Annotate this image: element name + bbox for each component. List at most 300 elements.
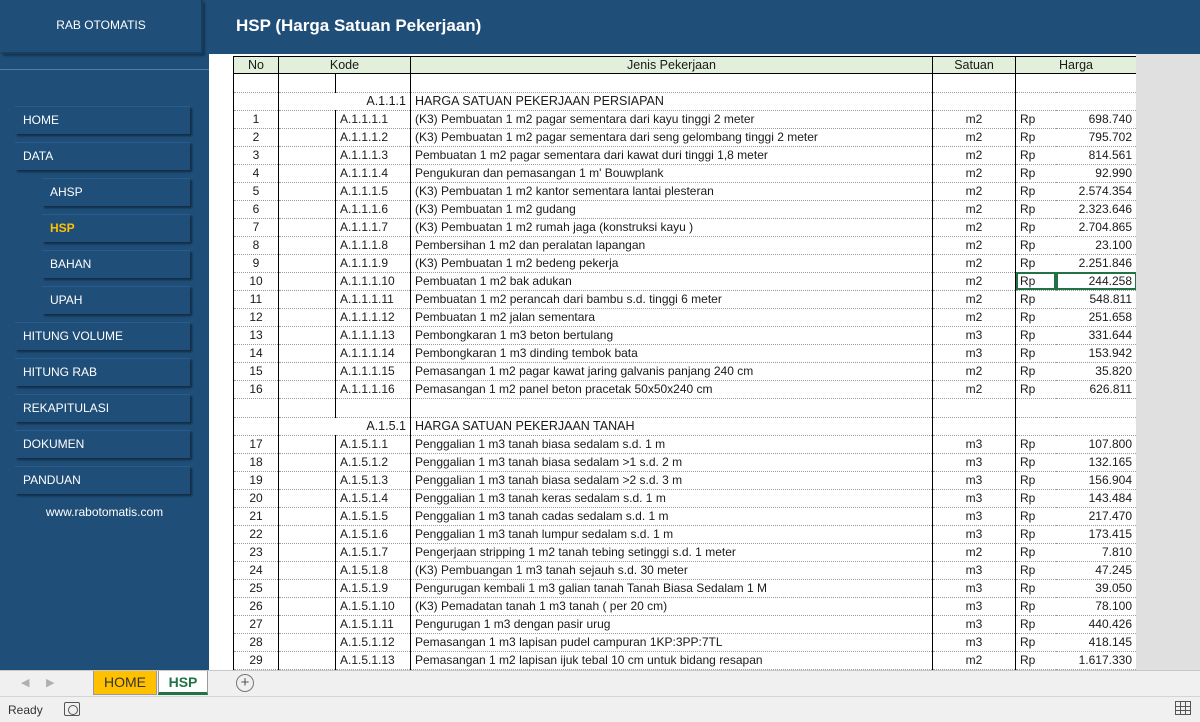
- row-unit[interactable]: m2: [933, 200, 1016, 218]
- row-code[interactable]: A.1.1.1.7: [336, 218, 411, 236]
- row-number[interactable]: 29: [234, 651, 279, 669]
- row-code[interactable]: A.1.5.1.2: [336, 453, 411, 471]
- row-currency[interactable]: Rp: [1016, 236, 1056, 254]
- row-price[interactable]: 795.702: [1056, 128, 1137, 146]
- row-code[interactable]: A.1.1.1.11: [336, 290, 411, 308]
- nav-bahan-button[interactable]: BAHAN: [42, 250, 190, 278]
- row-number[interactable]: 18: [234, 453, 279, 471]
- status-bar: [0, 696, 1200, 722]
- row-number[interactable]: 11: [234, 290, 279, 308]
- row-code[interactable]: A.1.1.1.13: [336, 326, 411, 344]
- row-description[interactable]: (K3) Pemadatan tanah 1 m3 tanah ( per 20 cm): [411, 597, 933, 615]
- table-row: [234, 579, 1137, 597]
- row-unit[interactable]: m2: [933, 128, 1016, 146]
- row-description[interactable]: Pembuatan 1 m2 perancah dari bambu s.d. tinggi 6 meter: [411, 290, 933, 308]
- empty-cell[interactable]: [279, 326, 336, 344]
- row-unit[interactable]: m2: [933, 218, 1016, 236]
- row-code[interactable]: A.1.1.1.6: [336, 200, 411, 218]
- empty-cell[interactable]: [933, 73, 1016, 92]
- row-code[interactable]: A.1.5.1.12: [336, 633, 411, 651]
- row-currency[interactable]: Rp: [1016, 164, 1056, 182]
- row-number[interactable]: 9: [234, 254, 279, 272]
- row-currency[interactable]: Rp: [1016, 471, 1056, 489]
- row-code[interactable]: A.1.1.1.14: [336, 344, 411, 362]
- table-row: [234, 525, 1137, 543]
- empty-cell[interactable]: [279, 272, 336, 290]
- empty-cell[interactable]: [279, 308, 336, 326]
- page-title: HSP (Harga Satuan Pekerjaan): [236, 16, 482, 35]
- row-currency[interactable]: Rp: [1016, 200, 1056, 218]
- row-price[interactable]: 2.574.354: [1056, 182, 1137, 200]
- section-header-row: [234, 92, 1137, 110]
- row-description[interactable]: (K3) Pembuatan 1 m2 rumah jaga (konstruksi kayu ): [411, 218, 933, 236]
- row-description[interactable]: Pembuatan 1 m2 jalan sementara: [411, 308, 933, 326]
- row-code[interactable]: A.1.1.1.15: [336, 362, 411, 380]
- row-unit[interactable]: m2: [933, 290, 1016, 308]
- row-number[interactable]: 1: [234, 110, 279, 128]
- table-row: [234, 471, 1137, 489]
- page-header: [209, 0, 1200, 54]
- row-code[interactable]: A.1.1.1.3: [336, 146, 411, 164]
- row-description[interactable]: Pembersihan 1 m2 dan peralatan lapangan: [411, 236, 933, 254]
- row-price[interactable]: 440.426: [1056, 615, 1137, 633]
- row-code[interactable]: A.1.1.1.4: [336, 164, 411, 182]
- row-currency[interactable]: Rp: [1016, 110, 1056, 128]
- row-currency[interactable]: Rp: [1016, 615, 1056, 633]
- row-number[interactable]: 8: [234, 236, 279, 254]
- row-price[interactable]: 698.740: [1056, 110, 1137, 128]
- section-code[interactable]: A.1.5.1: [279, 417, 411, 435]
- row-currency[interactable]: Rp: [1016, 272, 1056, 290]
- row-description[interactable]: Pengurugan kembali 1 m3 galian tanah Tanah Biasa Sedalam 1 M: [411, 579, 933, 597]
- row-unit[interactable]: m3: [933, 597, 1016, 615]
- empty-cell[interactable]: [933, 398, 1016, 417]
- row-number[interactable]: 7: [234, 218, 279, 236]
- row-currency[interactable]: Rp: [1016, 344, 1056, 362]
- row-description[interactable]: (K3) Pembuangan 1 m3 tanah sejauh s.d. 30 meter: [411, 561, 933, 579]
- row-currency[interactable]: Rp: [1016, 182, 1056, 200]
- row-number[interactable]: 4: [234, 164, 279, 182]
- col-header-kode[interactable]: Kode: [279, 56, 411, 73]
- row-description[interactable]: Pembongkaran 1 m3 dinding tembok bata: [411, 344, 933, 362]
- row-price[interactable]: 626.811: [1056, 380, 1137, 398]
- row-number[interactable]: 15: [234, 362, 279, 380]
- row-number[interactable]: 26: [234, 597, 279, 615]
- empty-cell[interactable]: [279, 398, 336, 417]
- row-unit[interactable]: m3: [933, 579, 1016, 597]
- row-currency[interactable]: Rp: [1016, 525, 1056, 543]
- row-code[interactable]: A.1.5.1.9: [336, 579, 411, 597]
- row-currency[interactable]: Rp: [1016, 380, 1056, 398]
- empty-cell[interactable]: [1056, 417, 1137, 435]
- empty-cell[interactable]: [279, 128, 336, 146]
- row-price[interactable]: 156.904: [1056, 471, 1137, 489]
- row-unit[interactable]: m2: [933, 651, 1016, 669]
- sidebar-divider: [0, 69, 209, 70]
- row-number[interactable]: 25: [234, 579, 279, 597]
- row-price[interactable]: 78.100: [1056, 597, 1137, 615]
- empty-cell[interactable]: [279, 290, 336, 308]
- row-description[interactable]: Pengukuran dan pemasangan 1 m' Bouwplank: [411, 164, 933, 182]
- brand-logo[interactable]: RAB OTOMATIS: [1, 0, 203, 54]
- row-currency[interactable]: Rp: [1016, 435, 1056, 453]
- row-number[interactable]: 21: [234, 507, 279, 525]
- empty-cell[interactable]: [279, 218, 336, 236]
- row-price[interactable]: 132.165: [1056, 453, 1137, 471]
- empty-cell[interactable]: [336, 398, 411, 417]
- row-price[interactable]: 2.323.646: [1056, 200, 1137, 218]
- row-unit[interactable]: m3: [933, 435, 1016, 453]
- row-description[interactable]: Penggalian 1 m3 tanah biasa sedalam s.d. 1 m: [411, 435, 933, 453]
- row-description[interactable]: (K3) Pembuatan 1 m2 pagar sementara dari seng gelombang tinggi 2 meter: [411, 128, 933, 146]
- table-row: [234, 290, 1137, 308]
- tab-scroll-right-icon[interactable]: ▶: [46, 677, 55, 689]
- table-row: [234, 218, 1137, 236]
- empty-cell[interactable]: [234, 398, 279, 417]
- row-currency[interactable]: Rp: [1016, 362, 1056, 380]
- row-price[interactable]: 107.800: [1056, 435, 1137, 453]
- row-currency[interactable]: Rp: [1016, 579, 1056, 597]
- section-title[interactable]: HARGA SATUAN PEKERJAAN TANAH: [411, 417, 933, 435]
- accessibility-icon[interactable]: [64, 702, 80, 716]
- nav-panduan-button[interactable]: PANDUAN: [15, 466, 190, 494]
- empty-cell[interactable]: [1016, 92, 1056, 110]
- row-currency[interactable]: Rp: [1016, 597, 1056, 615]
- sheet-tab-hsp[interactable]: HSP: [158, 671, 208, 695]
- table-row: [234, 651, 1137, 669]
- col-header-satuan[interactable]: Satuan: [933, 56, 1016, 73]
- row-price[interactable]: 92.990: [1056, 164, 1137, 182]
- nav-ahsp-button[interactable]: AHSP: [42, 178, 190, 206]
- row-price[interactable]: 331.644: [1056, 326, 1137, 344]
- table-row: [234, 128, 1137, 146]
- row-code[interactable]: A.1.5.1.11: [336, 615, 411, 633]
- table-row: [234, 543, 1137, 561]
- row-number[interactable]: 2: [234, 128, 279, 146]
- row-code[interactable]: A.1.1.1.10: [336, 272, 411, 290]
- table-row: [234, 380, 1137, 398]
- row-number[interactable]: 27: [234, 615, 279, 633]
- row-unit[interactable]: m3: [933, 471, 1016, 489]
- row-number[interactable]: 16: [234, 380, 279, 398]
- row-description[interactable]: Pemasangan 1 m2 panel beton pracetak 50x50x240 cm: [411, 380, 933, 398]
- hsp-table: [233, 54, 1136, 670]
- row-code[interactable]: A.1.5.1.7: [336, 543, 411, 561]
- row-code[interactable]: A.1.5.1.13: [336, 651, 411, 669]
- blank-row: [234, 398, 1137, 417]
- empty-cell[interactable]: [279, 236, 336, 254]
- empty-cell[interactable]: [411, 73, 933, 92]
- website-link[interactable]: www.rabotomatis.com: [45, 505, 164, 519]
- table-row: [234, 236, 1137, 254]
- row-description[interactable]: Pembongkaran 1 m3 beton bertulang: [411, 326, 933, 344]
- row-number[interactable]: 5: [234, 182, 279, 200]
- empty-cell[interactable]: [279, 633, 336, 651]
- row-price[interactable]: 173.415: [1056, 525, 1137, 543]
- table-row: [234, 110, 1137, 128]
- row-currency[interactable]: Rp: [1016, 290, 1056, 308]
- table-row: [234, 489, 1137, 507]
- row-unit[interactable]: m3: [933, 453, 1016, 471]
- empty-cell[interactable]: [279, 146, 336, 164]
- sheet-right-area: [1136, 54, 1200, 670]
- row-number[interactable]: 12: [234, 308, 279, 326]
- row-unit[interactable]: m3: [933, 525, 1016, 543]
- row-description[interactable]: Pemasangan 1 m2 pagar kawat jaring galvanis panjang 240 cm: [411, 362, 933, 380]
- row-unit[interactable]: m2: [933, 146, 1016, 164]
- table-row: [234, 200, 1137, 218]
- empty-cell[interactable]: [1056, 398, 1137, 417]
- row-unit[interactable]: m2: [933, 164, 1016, 182]
- table-body: [234, 73, 1137, 669]
- col-header-no[interactable]: No: [234, 56, 279, 73]
- empty-cell[interactable]: [279, 362, 336, 380]
- row-code[interactable]: A.1.5.1.6: [336, 525, 411, 543]
- empty-cell[interactable]: [279, 651, 336, 669]
- empty-cell[interactable]: [279, 615, 336, 633]
- row-code[interactable]: A.1.1.1.1: [336, 110, 411, 128]
- table-row: [234, 362, 1137, 380]
- empty-cell[interactable]: [279, 471, 336, 489]
- row-number[interactable]: 28: [234, 633, 279, 651]
- empty-cell[interactable]: [411, 398, 933, 417]
- row-number[interactable]: 20: [234, 489, 279, 507]
- col-header-jenis[interactable]: Jenis Pekerjaan: [411, 56, 933, 73]
- row-unit[interactable]: m3: [933, 615, 1016, 633]
- row-description[interactable]: Pengerjaan stripping 1 m2 tanah tebing setinggi s.d. 1 meter: [411, 543, 933, 561]
- row-code[interactable]: A.1.5.1.4: [336, 489, 411, 507]
- table-row: [234, 435, 1137, 453]
- nav-hitung-rab-button[interactable]: HITUNG RAB: [15, 358, 190, 386]
- row-price[interactable]: 217.470: [1056, 507, 1137, 525]
- section-header-row: [234, 417, 1137, 435]
- row-description[interactable]: Pembuatan 1 m2 bak adukan: [411, 272, 933, 290]
- row-description[interactable]: (K3) Pembuatan 1 m2 pagar sementara dari kayu tinggi 2 meter: [411, 110, 933, 128]
- row-number[interactable]: 13: [234, 326, 279, 344]
- sidebar: [0, 0, 209, 670]
- empty-cell[interactable]: [279, 200, 336, 218]
- row-currency[interactable]: Rp: [1016, 543, 1056, 561]
- row-currency[interactable]: Rp: [1016, 489, 1056, 507]
- row-number[interactable]: 3: [234, 146, 279, 164]
- tab-scroll-left-icon[interactable]: ◀: [21, 677, 30, 689]
- row-code[interactable]: A.1.1.1.2: [336, 128, 411, 146]
- row-description[interactable]: (K3) Pembuatan 1 m2 gudang: [411, 200, 933, 218]
- empty-cell[interactable]: [279, 254, 336, 272]
- row-unit[interactable]: m2: [933, 254, 1016, 272]
- table-row: [234, 615, 1137, 633]
- table-row: [234, 308, 1137, 326]
- col-header-harga[interactable]: Harga: [1016, 56, 1137, 73]
- empty-cell[interactable]: [279, 579, 336, 597]
- empty-cell[interactable]: [279, 73, 336, 92]
- empty-cell[interactable]: [279, 561, 336, 579]
- table-row: [234, 507, 1137, 525]
- add-sheet-icon[interactable]: +: [236, 674, 254, 692]
- row-price[interactable]: 35.820: [1056, 362, 1137, 380]
- row-description[interactable]: Penggalian 1 m3 tanah biasa sedalam >1 s.d. 2 m: [411, 453, 933, 471]
- row-price[interactable]: 2.251.846: [1056, 254, 1137, 272]
- table-row: [234, 561, 1137, 579]
- row-code[interactable]: A.1.1.1.12: [336, 308, 411, 326]
- row-number[interactable]: 17: [234, 435, 279, 453]
- table-row: [234, 597, 1137, 615]
- table-row: [234, 633, 1137, 651]
- table-row: [234, 182, 1137, 200]
- row-code[interactable]: A.1.1.1.5: [336, 182, 411, 200]
- empty-cell[interactable]: [279, 380, 336, 398]
- row-currency[interactable]: Rp: [1016, 561, 1056, 579]
- empty-cell[interactable]: [1016, 398, 1056, 417]
- row-number[interactable]: 24: [234, 561, 279, 579]
- row-code[interactable]: A.1.5.1.5: [336, 507, 411, 525]
- row-number[interactable]: 22: [234, 525, 279, 543]
- row-unit[interactable]: m2: [933, 380, 1016, 398]
- row-price[interactable]: 1.617.330: [1056, 651, 1137, 669]
- empty-cell[interactable]: [279, 344, 336, 362]
- empty-cell[interactable]: [279, 182, 336, 200]
- row-currency[interactable]: Rp: [1016, 308, 1056, 326]
- table-row: [234, 344, 1137, 362]
- empty-cell[interactable]: [279, 543, 336, 561]
- row-unit[interactable]: m3: [933, 326, 1016, 344]
- row-price[interactable]: 548.811: [1056, 290, 1137, 308]
- nav-home-button[interactable]: HOME: [15, 106, 190, 134]
- row-code[interactable]: A.1.5.1.1: [336, 435, 411, 453]
- blank-row: [234, 73, 1137, 92]
- empty-cell[interactable]: [279, 507, 336, 525]
- row-price[interactable]: 23.100: [1056, 236, 1137, 254]
- table-row: [234, 164, 1137, 182]
- normal-view-icon[interactable]: [1175, 701, 1191, 715]
- table-row: [234, 254, 1137, 272]
- empty-cell[interactable]: [1016, 417, 1056, 435]
- row-price[interactable]: 47.245: [1056, 561, 1137, 579]
- row-unit[interactable]: m2: [933, 236, 1016, 254]
- empty-cell[interactable]: [234, 73, 279, 92]
- row-description[interactable]: Pemasangan 1 m2 lapisan ijuk tebal 10 cm untuk bidang resapan: [411, 651, 933, 669]
- table-row: [234, 272, 1137, 290]
- row-description[interactable]: Penggalian 1 m3 tanah keras sedalam s.d. 1 m: [411, 489, 933, 507]
- row-unit[interactable]: m3: [933, 489, 1016, 507]
- row-price[interactable]: 814.561: [1056, 146, 1137, 164]
- row-unit[interactable]: m2: [933, 543, 1016, 561]
- table-row: [234, 326, 1137, 344]
- empty-cell[interactable]: [933, 417, 1016, 435]
- row-currency[interactable]: Rp: [1016, 453, 1056, 471]
- row-code[interactable]: A.1.1.1.9: [336, 254, 411, 272]
- row-number[interactable]: 23: [234, 543, 279, 561]
- row-description[interactable]: (K3) Pembuatan 1 m2 kantor sementara lantai plesteran: [411, 182, 933, 200]
- row-description[interactable]: (K3) Pembuatan 1 m2 bedeng pekerja: [411, 254, 933, 272]
- empty-cell[interactable]: [279, 489, 336, 507]
- empty-cell[interactable]: [279, 164, 336, 182]
- row-currency[interactable]: Rp: [1016, 633, 1056, 651]
- empty-cell[interactable]: [1056, 73, 1137, 92]
- row-currency[interactable]: Rp: [1016, 128, 1056, 146]
- sheet-tab-home[interactable]: HOME: [93, 671, 157, 695]
- row-number[interactable]: 10: [234, 272, 279, 290]
- row-currency[interactable]: Rp: [1016, 651, 1056, 669]
- row-price[interactable]: 418.145: [1056, 633, 1137, 651]
- row-unit[interactable]: m3: [933, 561, 1016, 579]
- row-unit[interactable]: m2: [933, 362, 1016, 380]
- empty-cell[interactable]: [933, 92, 1016, 110]
- row-currency[interactable]: Rp: [1016, 254, 1056, 272]
- row-code[interactable]: A.1.5.1.10: [336, 597, 411, 615]
- table-header-row: [234, 56, 1137, 73]
- empty-cell[interactable]: [279, 525, 336, 543]
- row-price[interactable]: 251.658: [1056, 308, 1137, 326]
- row-number[interactable]: 19: [234, 471, 279, 489]
- row-description[interactable]: Penggalian 1 m3 tanah cadas sedalam s.d. 1 m: [411, 507, 933, 525]
- nav-hitung-volume-button[interactable]: HITUNG VOLUME: [15, 322, 190, 350]
- row-unit[interactable]: m2: [933, 182, 1016, 200]
- row-unit[interactable]: m2: [933, 110, 1016, 128]
- row-unit[interactable]: m2: [933, 272, 1016, 290]
- row-description[interactable]: Pengurugan 1 m3 dengan pasir urug: [411, 615, 933, 633]
- row-number[interactable]: 14: [234, 344, 279, 362]
- row-description[interactable]: Pembuatan 1 m2 pagar sementara dari kawat duri tinggi 1,8 meter: [411, 146, 933, 164]
- row-number[interactable]: 6: [234, 200, 279, 218]
- row-price[interactable]: 7.810: [1056, 543, 1137, 561]
- row-unit[interactable]: m3: [933, 344, 1016, 362]
- row-description[interactable]: Penggalian 1 m3 tanah biasa sedalam >2 s.d. 3 m: [411, 471, 933, 489]
- hsp-sheet: [233, 54, 1136, 670]
- nav-dokumen-button[interactable]: DOKUMEN: [15, 430, 190, 458]
- nav-upah-button[interactable]: UPAH: [42, 286, 190, 314]
- row-unit[interactable]: m3: [933, 507, 1016, 525]
- section-title[interactable]: HARGA SATUAN PEKERJAAN PERSIAPAN: [411, 92, 933, 110]
- table-row: [234, 453, 1137, 471]
- status-text: Ready: [8, 703, 43, 717]
- row-unit[interactable]: m2: [933, 308, 1016, 326]
- nav-hsp-button[interactable]: HSP: [42, 214, 190, 242]
- empty-cell[interactable]: [234, 417, 279, 435]
- table-row: [234, 146, 1137, 164]
- row-currency[interactable]: Rp: [1016, 218, 1056, 236]
- row-code[interactable]: A.1.5.1.8: [336, 561, 411, 579]
- empty-cell[interactable]: [234, 92, 279, 110]
- row-description[interactable]: Penggalian 1 m3 tanah lumpur sedalam s.d. 1 m: [411, 525, 933, 543]
- row-code[interactable]: A.1.5.1.3: [336, 471, 411, 489]
- row-currency[interactable]: Rp: [1016, 326, 1056, 344]
- row-price[interactable]: 143.484: [1056, 489, 1137, 507]
- empty-cell[interactable]: [279, 435, 336, 453]
- nav-data-button[interactable]: DATA: [15, 142, 190, 170]
- row-code[interactable]: A.1.1.1.8: [336, 236, 411, 254]
- empty-cell[interactable]: [336, 73, 411, 92]
- nav-rekapitulasi-button[interactable]: REKAPITULASI: [15, 394, 190, 422]
- sheet-margin: [209, 54, 233, 670]
- row-description[interactable]: Pemasangan 1 m3 lapisan pudel campuran 1KP:3PP:7TL: [411, 633, 933, 651]
- empty-cell[interactable]: [1016, 73, 1056, 92]
- row-code[interactable]: A.1.1.1.16: [336, 380, 411, 398]
- row-unit[interactable]: m3: [933, 633, 1016, 651]
- row-price[interactable]: 153.942: [1056, 344, 1137, 362]
- empty-cell[interactable]: [279, 453, 336, 471]
- row-price[interactable]: 39.050: [1056, 579, 1137, 597]
- empty-cell[interactable]: [279, 597, 336, 615]
- empty-cell[interactable]: [1056, 92, 1137, 110]
- section-code[interactable]: A.1.1.1: [279, 92, 411, 110]
- row-currency[interactable]: Rp: [1016, 146, 1056, 164]
- empty-cell[interactable]: [279, 110, 336, 128]
- row-price[interactable]: 2.704.865: [1056, 218, 1137, 236]
- row-price[interactable]: 244.258: [1056, 272, 1137, 290]
- sheet-tab-bar: [0, 670, 1200, 696]
- row-currency[interactable]: Rp: [1016, 507, 1056, 525]
